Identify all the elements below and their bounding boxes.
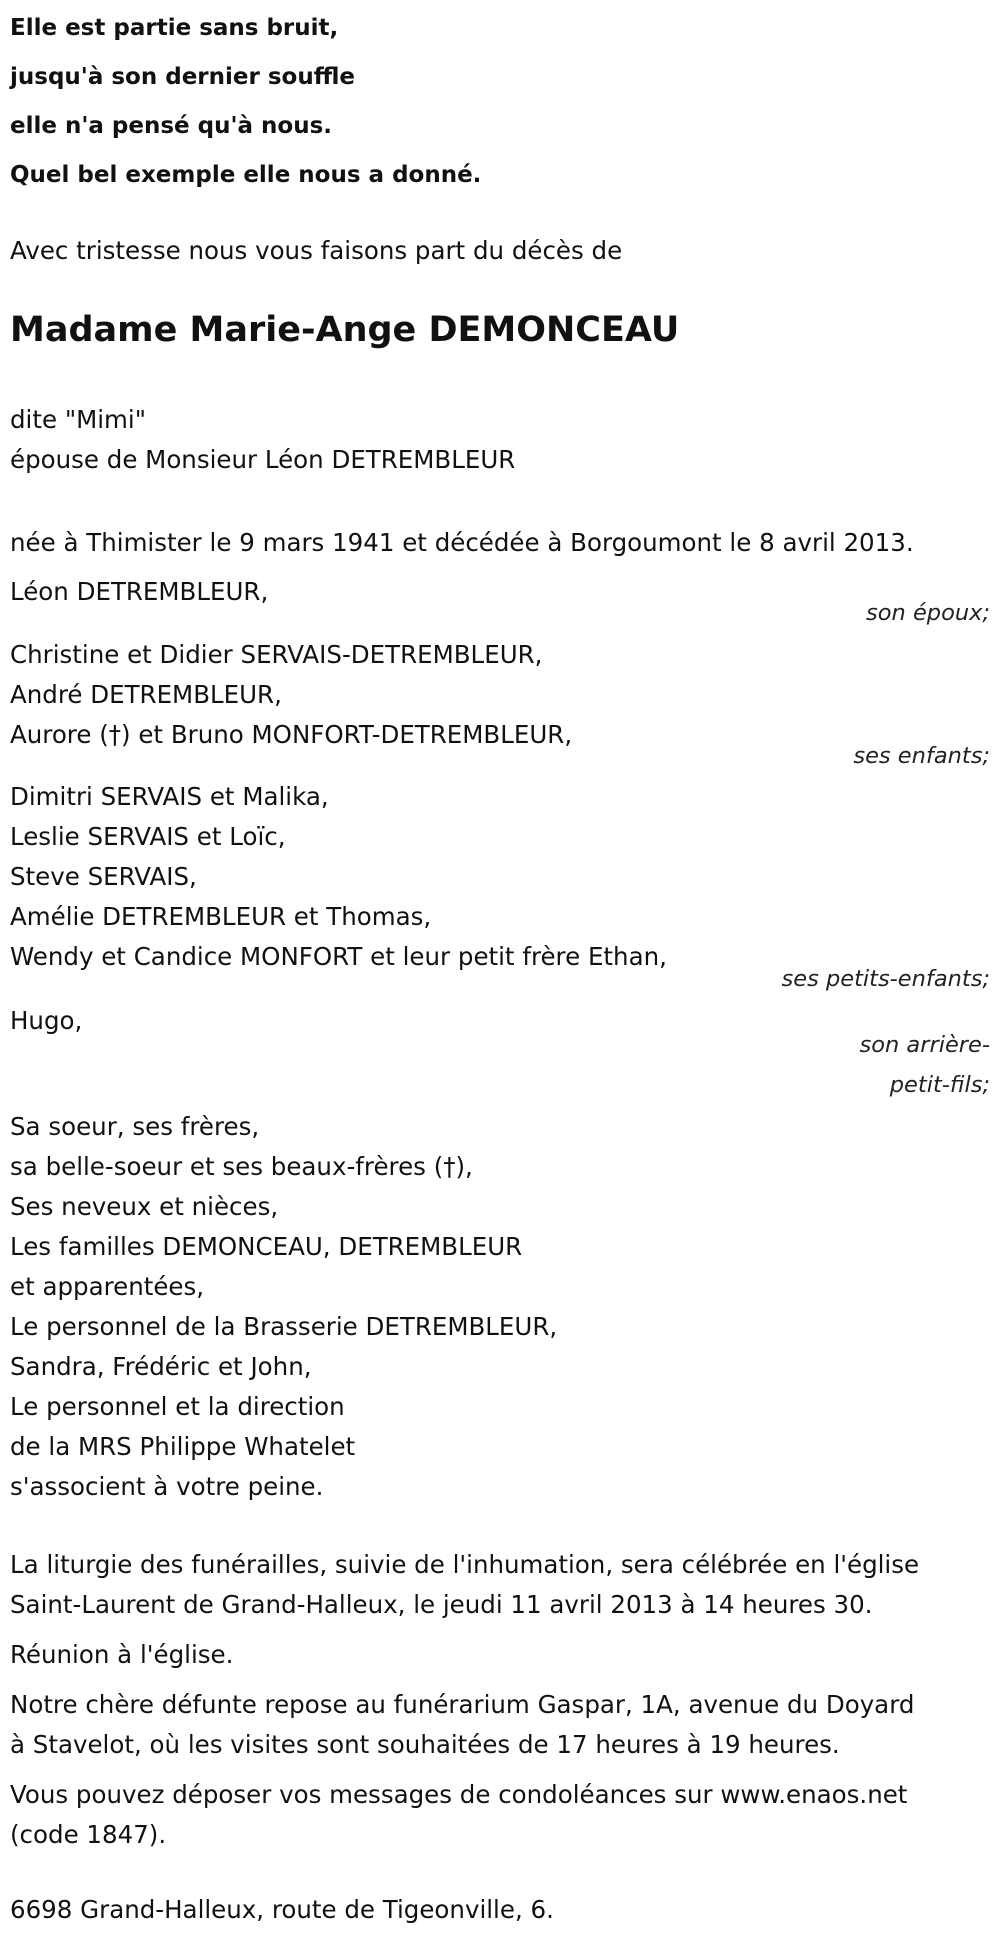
relation-spouse: son époux; bbox=[866, 600, 990, 626]
funeral-info bbox=[10, 1545, 919, 1625]
family-name-line: Aurore (†) et Bruno MONFORT-DETREMBLEUR, bbox=[10, 720, 573, 749]
deceased-name: Madame Marie-Ange DEMONCEAU bbox=[10, 310, 680, 350]
others-line: Le personnel de la Brasserie DETREMBLEUR, bbox=[10, 1312, 558, 1341]
poem-line: Elle est partie sans bruit, bbox=[10, 15, 339, 41]
great-grandchild-names bbox=[10, 1001, 82, 1041]
others-line: et apparentées, bbox=[10, 1272, 205, 1301]
family-name-line: André DETREMBLEUR, bbox=[10, 680, 282, 709]
relation-line: son arrière- bbox=[859, 1032, 990, 1058]
others-line: s'associent à votre peine. bbox=[10, 1472, 324, 1501]
others-line: Ses neveux et nièces, bbox=[10, 1192, 279, 1221]
others-line: Le personnel et la direction bbox=[10, 1392, 345, 1421]
others-line: de la MRS Philippe Whatelet bbox=[10, 1432, 356, 1461]
poem bbox=[10, 4, 481, 200]
others-line: sa belle-soeur et ses beaux-frères (†), bbox=[10, 1152, 473, 1181]
others-line: Les familles DEMONCEAU, DETREMBLEUR bbox=[10, 1232, 523, 1261]
family-name-line: Leslie SERVAIS et Loïc, bbox=[10, 822, 286, 851]
grandchildren-names bbox=[10, 777, 667, 977]
family-name-line: Dimitri SERVAIS et Malika, bbox=[10, 782, 329, 811]
family-name-line: Léon DETREMBLEUR, bbox=[10, 577, 269, 606]
funerarium-line: à Stavelot, où les visites sont souhaitées de 17 heures à 19 heures. bbox=[10, 1730, 840, 1759]
others-line: Sandra, Frédéric et John, bbox=[10, 1352, 312, 1381]
meeting-info: Réunion à l'église. bbox=[10, 1640, 234, 1669]
condolences-line: (code 1847). bbox=[10, 1820, 167, 1849]
condolences-info bbox=[10, 1775, 907, 1855]
family-name-line: Hugo, bbox=[10, 1006, 83, 1035]
family-name-line: Steve SERVAIS, bbox=[10, 862, 197, 891]
identity-block bbox=[10, 400, 515, 480]
family-name-line: Amélie DETREMBLEUR et Thomas, bbox=[10, 902, 432, 931]
relation-line: petit-fils; bbox=[889, 1072, 990, 1098]
birth-death-line: née à Thimister le 9 mars 1941 et décédée à Borgoumont le 8 avril 2013. bbox=[10, 528, 914, 557]
relation-great-grandchild bbox=[860, 1025, 991, 1105]
poem-line: elle n'a pensé qu'à nous. bbox=[10, 113, 333, 139]
funerarium-info bbox=[10, 1685, 914, 1765]
nickname: dite "Mimi" bbox=[10, 405, 146, 434]
intro-text: Avec tristesse nous vous faisons part du décès de bbox=[10, 236, 623, 265]
funeral-line: Saint-Laurent de Grand-Halleux, le jeudi 11 avril 2013 à 14 heures 30. bbox=[10, 1590, 873, 1619]
funerarium-line: Notre chère défunte repose au funérarium Gaspar, 1A, avenue du Doyard bbox=[10, 1690, 915, 1719]
condolences-line: Vous pouvez déposer vos messages de condoléances sur www.enaos.net bbox=[10, 1780, 908, 1809]
spouse-line: épouse de Monsieur Léon DETREMBLEUR bbox=[10, 445, 516, 474]
relation-grandchildren: ses petits-enfants; bbox=[781, 966, 990, 992]
spouse-names bbox=[10, 572, 268, 612]
address-line: 6698 Grand-Halleux, route de Tigeonville, 6. bbox=[10, 1895, 554, 1924]
children-names bbox=[10, 635, 572, 755]
poem-line: Quel bel exemple elle nous a donné. bbox=[10, 162, 482, 188]
poem-line: jusqu'à son dernier souffle bbox=[10, 64, 355, 90]
family-name-line: Wendy et Candice MONFORT et leur petit frère Ethan, bbox=[10, 942, 667, 971]
others-block bbox=[10, 1107, 557, 1507]
funeral-line: La liturgie des funérailles, suivie de l'inhumation, sera célébrée en l'église bbox=[10, 1550, 920, 1579]
others-line: Sa soeur, ses frères, bbox=[10, 1112, 260, 1141]
relation-children: ses enfants; bbox=[853, 743, 990, 769]
family-name-line: Christine et Didier SERVAIS-DETREMBLEUR, bbox=[10, 640, 543, 669]
